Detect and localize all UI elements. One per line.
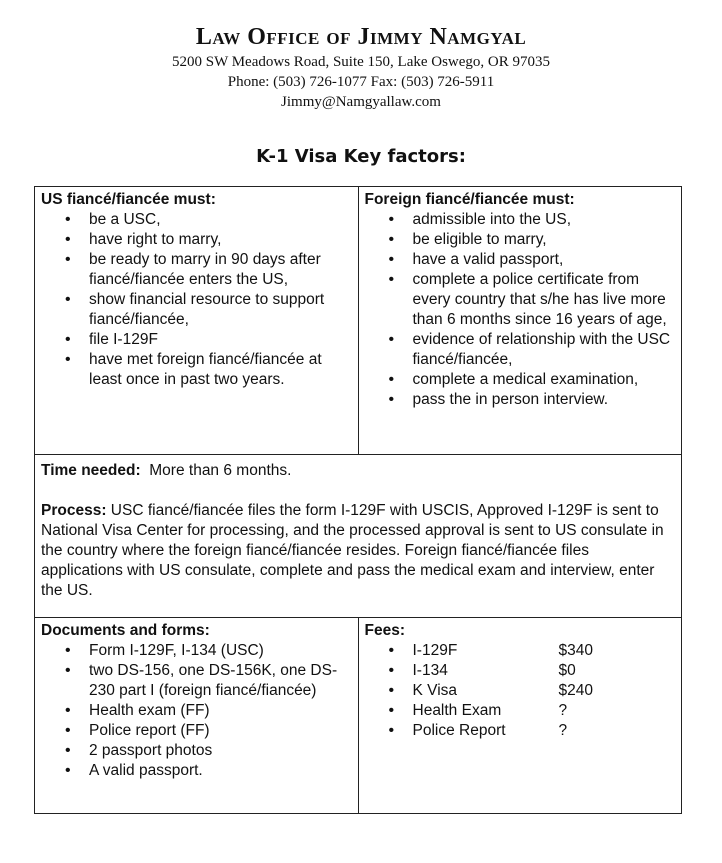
us-fiance-list [41,210,352,390]
list-item: • have met foreign fiancé/fiancée at least once in past two years. [89,350,352,390]
list-item: • Police report (FF) [89,721,352,741]
us-fiance-cell [35,187,359,455]
process [41,501,675,601]
fee-item [413,721,676,741]
list-item: • A valid passport. [89,761,352,781]
firm-email: Jimmy@Namgyallaw.com [281,94,441,110]
fee-name: • I-134 [412,662,448,679]
list-item: • file I-129F [89,330,352,350]
fee-name: • Health Exam [412,702,502,719]
fees-heading: Fees: [364,622,405,639]
time-value: More than 6 months. [149,462,292,479]
documents-cell [35,618,359,814]
documents-list [41,641,352,781]
fee-item [413,701,676,721]
fee-item [413,641,676,661]
documents-heading: Documents and forms: [41,622,210,639]
list-item: • be a USC, [89,210,352,230]
list-item: • have right to marry, [89,230,352,250]
list-item: • Form I-129F, I-134 (USC) [89,641,352,661]
fee-name: • K Visa [412,682,458,699]
list-item: • 2 passport photos [89,741,352,761]
document-title: K-1 Visa Key factors: [256,146,466,167]
list-item: • have a valid passport, [413,250,676,270]
fee-amount: ? [558,702,568,719]
fee-amount: $240 [558,682,593,699]
fee-amount: $0 [558,662,576,679]
list-item: • show financial resource to support fiancé/fiancée, [89,290,352,330]
foreign-fiance-heading: Foreign fiancé/fiancée must: [364,191,575,208]
fee-item [413,681,676,701]
list-item: • admissible into the US, [413,210,676,230]
fee-amount: ? [558,722,568,739]
list-item: • be eligible to marry, [413,230,676,250]
firm-phone-fax: Phone: (503) 726-1077 Fax: (503) 726-5911 [227,74,495,90]
time-process-cell [35,455,682,618]
fee-name: • Police Report [412,722,506,739]
list-item: • complete a medical examination, [413,370,676,390]
process-label: Process: [41,502,107,519]
process-text: USC fiancé/fiancée files the form I-129F with USCIS, Approved I-129F is sent to National Visa Center for processing, and the processed approval is sent to US consulate in the country where the foreign fiancé/fiancée resides. Foreign fiancé/fiancée files applications with US consulate, complete and pass the medical exam and interview, enter the US. [41,502,664,599]
foreign-fiance-list [365,210,676,410]
fees-list [365,641,676,741]
time-needed [41,461,675,481]
us-fiance-heading: US fiancé/fiancée must: [41,191,216,208]
key-factors-table [34,186,682,814]
list-item: • evidence of relationship with the USC fiancé/fiancée, [413,330,676,370]
time-label: Time needed: [41,462,141,479]
list-item: • Health exam (FF) [89,701,352,721]
list-item: • two DS-156, one DS-156K, one DS-230 part I (foreign fiancé/fiancée) [89,661,352,701]
firm-name: Law Office of Jimmy Namgyal [195,24,527,50]
letterhead [0,22,722,112]
list-item: • pass the in person interview. [413,390,676,410]
fees-cell [358,618,682,814]
foreign-fiance-cell [358,187,682,455]
fee-name: • I-129F [412,642,458,659]
list-item: • be ready to marry in 90 days after fiancé/fiancée enters the US, [89,250,352,290]
list-item: • complete a police certificate from every country that s/he has live more than 6 months since 16 years of age, [413,270,676,330]
fee-amount: $340 [558,642,593,659]
firm-address: 5200 SW Meadows Road, Suite 150, Lake Oswego, OR 97035 [171,54,551,70]
fee-item [413,661,676,681]
